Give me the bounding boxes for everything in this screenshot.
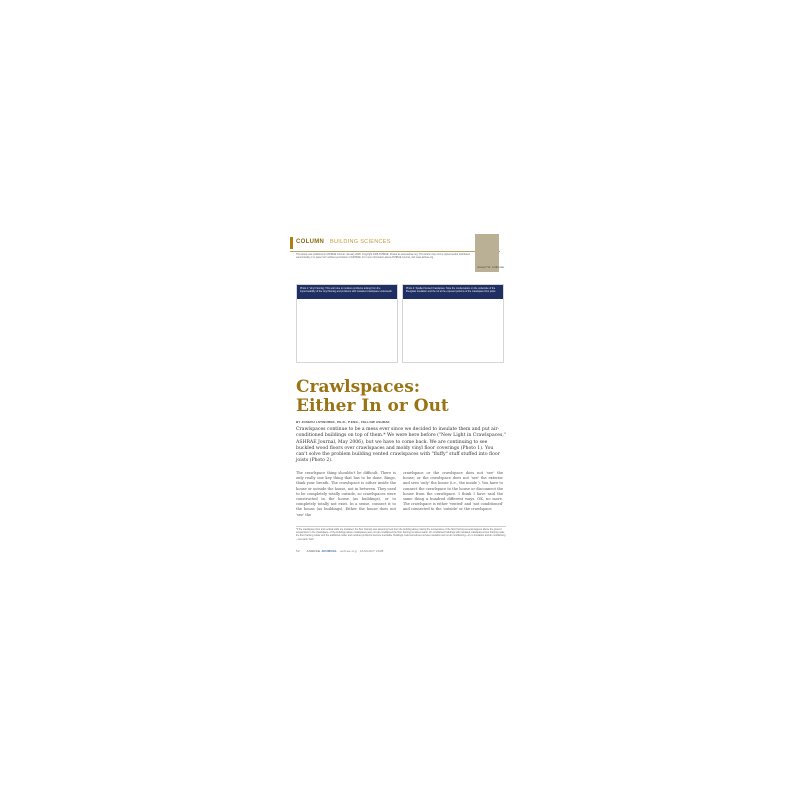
footer-date: JANUARY 2008: [359, 549, 384, 553]
figure-1-caption: Photo 1: Vinyl Flooring: This work due to moisture problems arising from the impermeability of the vinyl flooring and problems with insulated crawlspace underneath.: [297, 285, 397, 299]
figure-2-caption: Photo 2: Spalled Vented Crawlspace: Note the condensation on the underside of the fiberglass insulation and the rot at the exposed portions of the crawlspace floor joists.: [403, 285, 503, 299]
author-photo: [475, 234, 505, 272]
body-column-2: crawlspace or the crawlspace does not 'see' the house; or the crawlspace does not 'see' the exterior and sees 'only' the house (i.e., the inside ). You have to connect the crawlspace to the house or disconnect the house from the crawlspace. I think I have said the same thing a hundred different ways. OK, no more. The crawlspace is either 'vented' and 'not conditioned' and connected to the 'outside' or the crawlspace: [403, 471, 503, 512]
article-title-line-1: Crawlspaces:: [296, 377, 421, 397]
magazine-journal: JOURNAL: [321, 549, 338, 553]
header-accent-bar: [290, 237, 293, 249]
journal-page: [290, 233, 514, 563]
page-footer: [296, 549, 506, 553]
magazine-brand: ASHRAE: [306, 549, 321, 553]
column-header: [290, 233, 500, 252]
column-label: COLUMN: [296, 239, 325, 245]
figure-2: [402, 284, 504, 363]
article-title: [296, 378, 449, 416]
body-column-1: The crawlspace thing shouldn't be difficult. There is only really one key thing that has to be done. Bingo, think your breath. The crawlspace is either inside the house or outside the house, not in between. They used to be completely totally outside, so crawlspaces were constructed in the house (as buildings), or to completely totally not exist. In a sense, connect it to the house (as buildings). Either the house does not 'see' the: [296, 471, 396, 517]
byline: BY JOSEPH LSTIBUREK, PH.D., P.ENG., FELLOW ASHRAE: [296, 420, 390, 424]
footnote: *If the crawlspace floor and vertical walls are insulated, the floor framing was assuming heat from the building above raising the temperature of the floor framing several degrees above the ground temperature in the crawlspace—if the buildings above crawlspaces were not air conditioned the floor framing remained warm. Air conditioned buildings with insulated crawlspaces floor framing make the floor framing colder and the additional colder and moisture problems become inevitable. Buildings could sometimes survive insulation and no air conditioning—or no insulation and air conditioning—but rarely both.: [296, 528, 506, 540]
footer-site: ashrae.org: [340, 549, 357, 553]
figure-1: [296, 284, 398, 363]
article-title-line-2: Either In or Out: [296, 396, 449, 416]
section-label: BUILDING SCIENCES: [330, 239, 391, 245]
copyright-notice: This article was published in ASHRAE Journal, January 2008. Copyright 2008 ASHRAE. Posted at www.ashrae.org. This article may not be copied and/or distributed electronically or in paper form without permission of ASHRAE. For more information about ASHRAE Journal, visit www.ashrae.org.: [296, 253, 470, 260]
author-photo-name: Joseph W. Lstiburek: [477, 265, 505, 269]
article-intro: Crawlspaces continue to be a mess ever since we decided to insulate them and put air-conditioned buildings on top of them.* We were here before ("New Light in Crawlspaces," ASHRAE Journal, May 2006), but we have to come back. We are continuing to see buckled wood floors over crawlspaces and moldy vinyl floor coverings (Photo 1). You can't solve the problem building vented crawlspaces with "fluffy" stuff stuffed into floor joists (Photo 2).: [296, 427, 506, 464]
magazine-name: [307, 549, 338, 553]
page-number: 52: [296, 549, 300, 553]
